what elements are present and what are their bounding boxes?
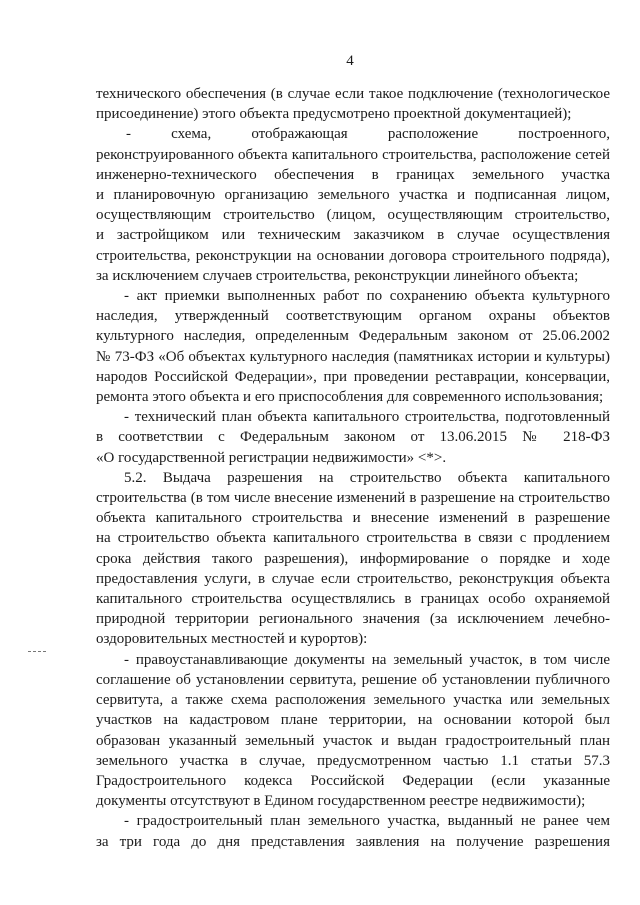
text-line: № 73-ФЗ «Об объектах культурного наследия (памятниках истории и культуры) xyxy=(96,348,610,365)
text-line: Градостроительного кодекса Российской Федерации (если указанные xyxy=(96,772,610,789)
text-line: за исключением случаев строительства, реконструкции линейного объекта; xyxy=(96,267,579,284)
text-line: - градостроительный план земельного участка, выданный не ранее чем xyxy=(124,813,610,830)
text-line: - схема, отображающая расположение построенного, xyxy=(126,126,610,143)
text-line: осуществляющим строительство (лицом, осуществляющим строительство, xyxy=(96,207,610,224)
text-line: в соответствии с Федеральным законом от 13.06.2015 № 218-ФЗ xyxy=(96,429,610,446)
text-line: капитального строительства осуществлялись в границах особо охраняемой xyxy=(96,591,610,608)
text-line: инженерно-технического обеспечения в границах земельного участка xyxy=(96,166,610,183)
text-line: образован указанный земельный участок и выдан градостроительный план xyxy=(96,732,610,749)
text-line: присоединение) этого объекта предусмотрено проектной документацией); xyxy=(96,106,572,123)
text-line: за три года до дня представления заявления на получение разрешения xyxy=(96,833,610,850)
text-line: технического обеспечения (в случае если такое подключение (технологическое xyxy=(96,86,610,102)
text-line: народов Российской Федерации», при проведении реставрации, консервации, xyxy=(96,368,610,385)
text-line: на строительство объекта капитального строительства в связи с продлением xyxy=(96,530,610,547)
text-line: реконструированного объекта капитального строительства, расположение сетей xyxy=(96,146,610,163)
text-line: строительства, реконструкции на основании договора строительного подряда), xyxy=(96,247,610,264)
text-line: строительства (в том числе внесение изменений в разрешение на строительство xyxy=(96,490,610,507)
text-line: и планировочную организацию земельного участка и подписанная лицом, xyxy=(96,187,610,204)
text-line: - правоустанавливающие документы на земельный участок, в том числе xyxy=(124,651,610,668)
text-line: сервитута, а также схема расположения земельного участка или земельных xyxy=(96,692,610,709)
text-line: документы отсутствуют в Едином государственном реестре недвижимости); xyxy=(96,793,586,810)
text-line: срока действия такого разрешения), информирование о порядке и ходе xyxy=(96,550,610,567)
text-line: предоставления услуги, в случае если строительство, реконструкция объекта xyxy=(96,570,610,587)
text-line: оздоровительных местностей и курортов): xyxy=(96,631,368,648)
text-line: соглашение об установлении сервитута, решение об установлении публичного xyxy=(96,671,610,688)
text-line: - технический план объекта капитального строительства, подготовленный xyxy=(124,409,610,426)
text-line: природной территории регионального значения (за исключением лечебно- xyxy=(96,611,610,628)
text-line: участков на кадастровом плане территории, на основании которой был xyxy=(96,712,610,729)
text-line: ремонта этого объекта и его приспособления для современного использования; xyxy=(96,389,604,406)
document-body xyxy=(96,84,610,852)
text-line: 5.2. Выдача разрешения на строительство объекта капитального xyxy=(124,469,610,486)
text-line: наследия, утвержденный соответствующим органом охраны объектов xyxy=(96,308,610,325)
text-line: объекта капитального строительства и внесение изменений в разрешение xyxy=(96,510,610,527)
page-number: 4 xyxy=(346,53,354,69)
text-line: культурного наследия, определенным Федеральным законом от 25.06.2002 xyxy=(96,328,610,345)
text-line: «О государственной регистрации недвижимости» <*>. xyxy=(96,449,447,466)
margin-mark xyxy=(28,651,46,652)
text-line: - акт приемки выполненных работ по сохранению объекта культурного xyxy=(124,288,610,305)
text-line: и застройщиком или техническим заказчиком в случае осуществления xyxy=(96,227,610,244)
text-line: земельного участка в случае, предусмотренном частью 1.1 статьи 57.3 xyxy=(96,752,610,769)
